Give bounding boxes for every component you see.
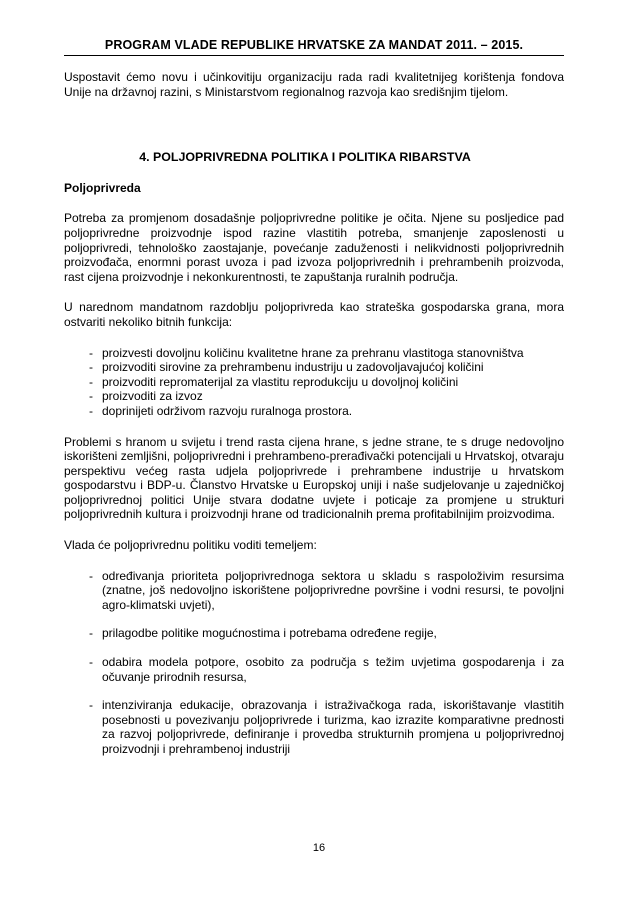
document-body — [64, 70, 564, 773]
dash-bullet: - — [89, 626, 93, 641]
dash-bullet: - — [89, 345, 93, 360]
functions-list — [64, 346, 564, 419]
list-item — [64, 389, 564, 404]
list-item-text: proizvoditi repromaterijal za vlastitu reprodukciju u dovoljnoj količini — [102, 374, 459, 389]
header-rule — [64, 55, 564, 56]
list-item-text: doprinijeti održivom razvoju ruralnoga prostora. — [102, 403, 353, 418]
list-item-text: proizvoditi sirovine za prehrambenu industriju u zadovoljavajućoj količini — [102, 360, 484, 375]
list-item-text: odabira modela potpore, osobito za područja s težim uvjetima gospodarenja i za očuvanje prirodnih resursa, — [102, 655, 564, 684]
list-item — [64, 346, 564, 361]
list-item-text: proizvesti dovoljnu količinu kvalitetne hrane za prehranu vlastitoga stanovništva — [102, 345, 524, 360]
paragraph-2: U narednom mandatnom razdoblju poljoprivreda kao strateška gospodarska grana, mora ostvariti nekoliko bitnih funkcija: — [64, 300, 564, 329]
list-item — [64, 404, 564, 419]
list-item — [64, 655, 564, 684]
intro-paragraph: Uspostavit ćemo novu i učinkovitiju organizaciju rada radi kvalitetnijeg korištenja fondova Unije na državnoj razini, s Ministarstvom regionalnog razvoja kao središnjim tijelom. — [64, 70, 564, 99]
dash-bullet: - — [89, 389, 93, 404]
dash-bullet: - — [89, 374, 93, 389]
section-title: 4. POLJOPRIVREDNA POLITIKA I POLITIKA RIBARSTVA — [139, 150, 471, 165]
list-item — [64, 375, 564, 390]
page-header-title: PROGRAM VLADE REPUBLIKE HRVATSKE ZA MANDAT 2011. – 2015. — [104, 38, 524, 52]
foundations-list — [64, 569, 564, 757]
page-number: 16 — [312, 842, 326, 854]
dash-bullet: - — [89, 655, 93, 670]
list-item-text: proizvoditi za izvoz — [102, 389, 203, 404]
dash-bullet: - — [89, 403, 93, 418]
paragraph-1: Potreba za promjenom dosadašnje poljoprivredne politike je očita. Njene su posljedice pad poljoprivredne proizvodnje ispod razine vlastitih potreba, smanjenje zaposlenosti u poljoprivredi, tehnološko zaostajanje, povećanje zaduženosti i nelikvidnosti poljoprivrednih proizvođača, enormni porast uvoza i pad izvoza poljoprivrednih i prehrambenih proizvoda, rast cijena proizvodnje i nekonkurentnosti, te zapuštanja ruralnih područja. — [64, 211, 564, 284]
dash-bullet: - — [89, 568, 93, 583]
list-item — [64, 626, 564, 641]
list-item-text: prilagodbe politike mogućnostima i potrebama određene regije, — [102, 626, 437, 641]
subheading: Poljoprivreda — [64, 180, 141, 195]
list-item — [64, 569, 564, 613]
list-item-text: određivanja prioriteta poljoprivrednoga sektora u skladu s raspoloživim resursima (znatne, još nedovoljno iskorištene poljoprivredne površine i vodni resursi, te povoljni agro-klimatski uvjeti), — [102, 568, 564, 612]
dash-bullet: - — [89, 360, 93, 375]
list-item-text: intenziviranja edukacije, obrazovanja i istraživačkoga rada, iskorištavanje vlastitih posebnosti u povezivanju poljoprivrede i turizma, kao izrazite komparativne prednosti za razvoj poljoprivrede, definiranje i provedba strukturnih promjena u poljoprivrednoj proizvodnji i prehrambenoj industriji — [102, 698, 564, 756]
list-item — [64, 360, 564, 375]
list-item — [64, 698, 564, 756]
dash-bullet: - — [89, 698, 93, 713]
paragraph-3: Problemi s hranom u svijetu i trend rasta cijena hrane, s jedne strane, te s druge nedovoljno iskorišteni zemljišni, poljoprivredni i prehrambeno-prerađivački potencijali u Hrvatskoj, otvaraju perspektivu većeg rasta udjela poljoprivrede i prehrambene industrije u hrvatskom gospodarstvu i BDP-u. Članstvo Hrvatske u Europskoj uniji i naše sudjelovanje u zajedničkoj poljoprivrednoj politici Unije stvara dodatne uvjete i poticaje za promjene u strukturi poljoprivrednih kultura i proizvodnji hrane od tradicionalnih prema profitabilnijim proizvodima. — [64, 434, 564, 522]
paragraph-4: Vlada će poljoprivrednu politiku voditi temeljem: — [64, 538, 317, 553]
